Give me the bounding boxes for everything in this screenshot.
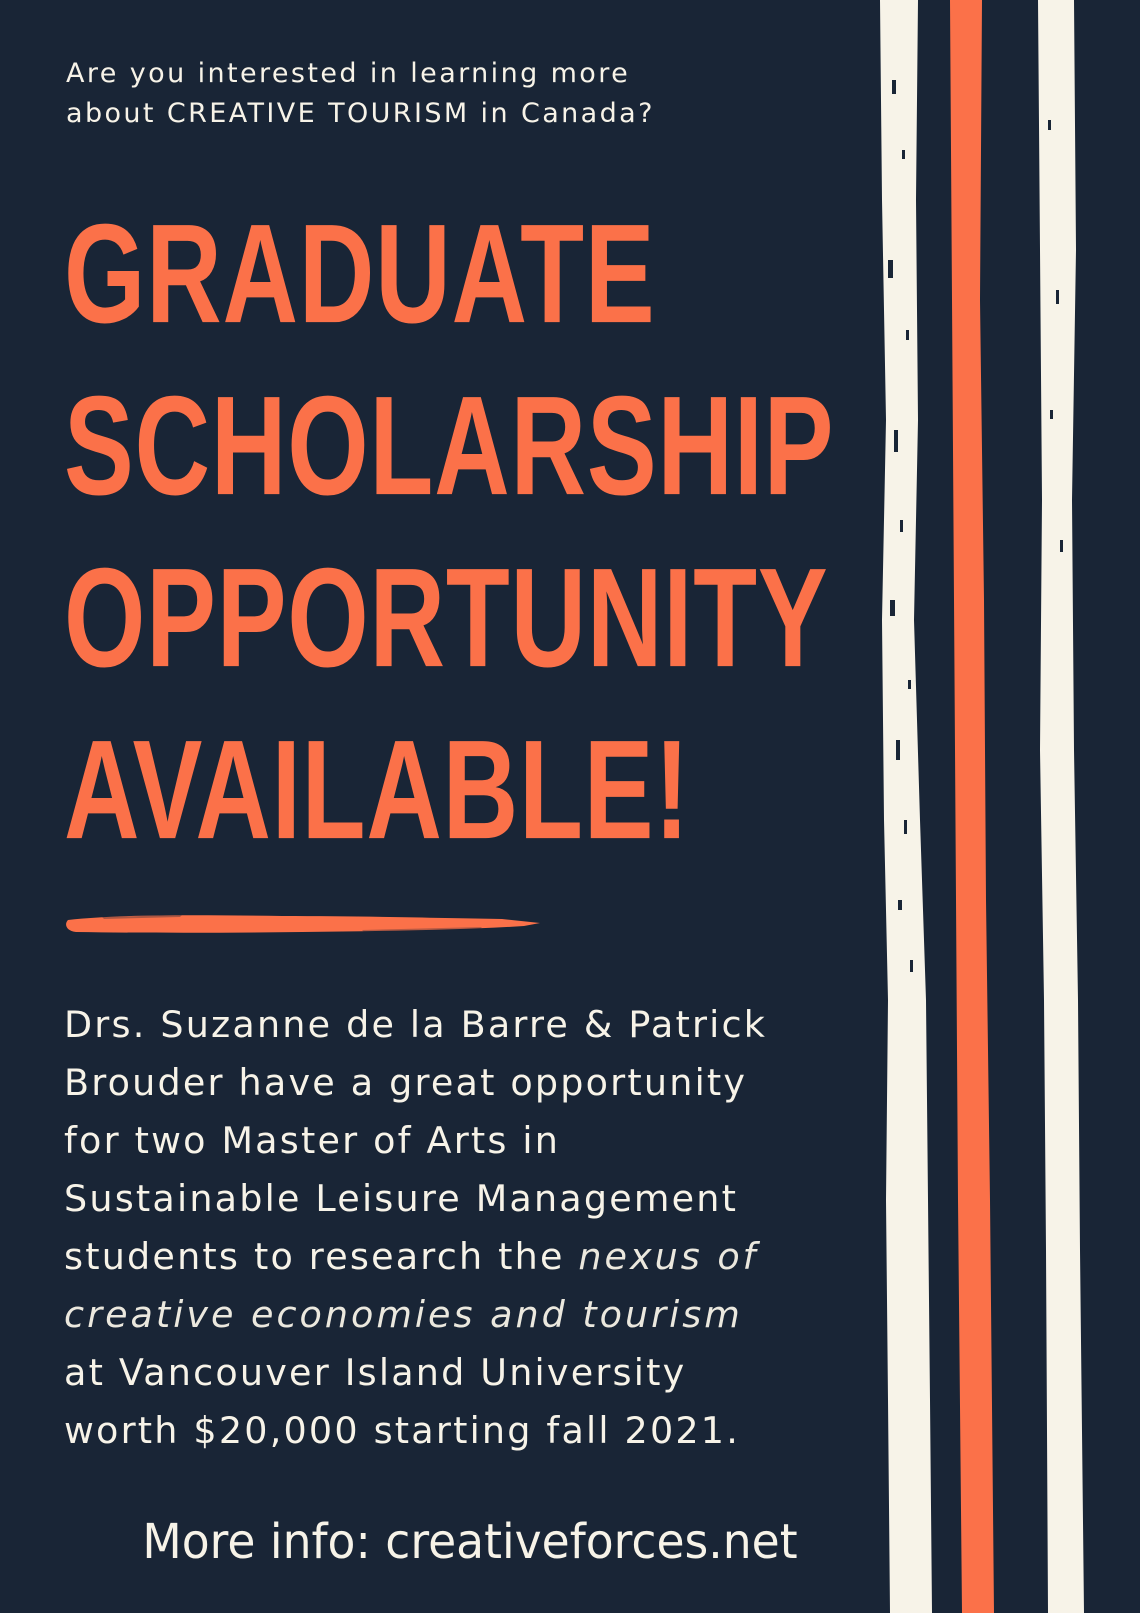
body-line-4: Sustainable Leisure Management <box>64 1177 739 1220</box>
scholarship-description <box>64 996 894 1460</box>
intro-line-1: Are you interested in learning more <box>66 58 631 89</box>
body-line-5-plain: students to research the <box>64 1235 579 1278</box>
headline-line-4: AVAILABLE! <box>64 710 691 869</box>
body-line-3: for two Master of Arts in <box>64 1119 561 1162</box>
more-info-link[interactable]: More info: creativeforces.net <box>142 1514 798 1570</box>
headline-line-3: OPPORTUNITY <box>64 538 829 697</box>
intro-line-2: about CREATIVE TOURISM in Canada? <box>66 98 655 129</box>
headline <box>64 188 992 876</box>
decorative-stripes <box>880 0 1140 1613</box>
body-line-1: Drs. Suzanne de la Barre & Patrick <box>64 1003 768 1046</box>
brush-underline <box>62 908 542 938</box>
body-line-6-italic: creative economies and tourism <box>64 1293 743 1336</box>
body-line-2: Brouder have a great opportunity <box>64 1061 748 1104</box>
body-line-5 <box>64 1228 894 1286</box>
cream-stripe-left <box>880 0 932 1613</box>
body-line-7: at Vancouver Island University <box>64 1351 687 1394</box>
body-line-5-italic: nexus of <box>578 1235 759 1278</box>
orange-stripe <box>950 0 994 1613</box>
body-line-6 <box>64 1286 894 1344</box>
headline-line-1: GRADUATE <box>64 194 656 353</box>
body-line-8: worth $20,000 starting fall 2021. <box>64 1409 741 1452</box>
cream-stripe-right <box>1038 0 1084 1613</box>
intro-question <box>66 54 826 134</box>
headline-line-2: SCHOLARSHIP <box>64 366 835 525</box>
